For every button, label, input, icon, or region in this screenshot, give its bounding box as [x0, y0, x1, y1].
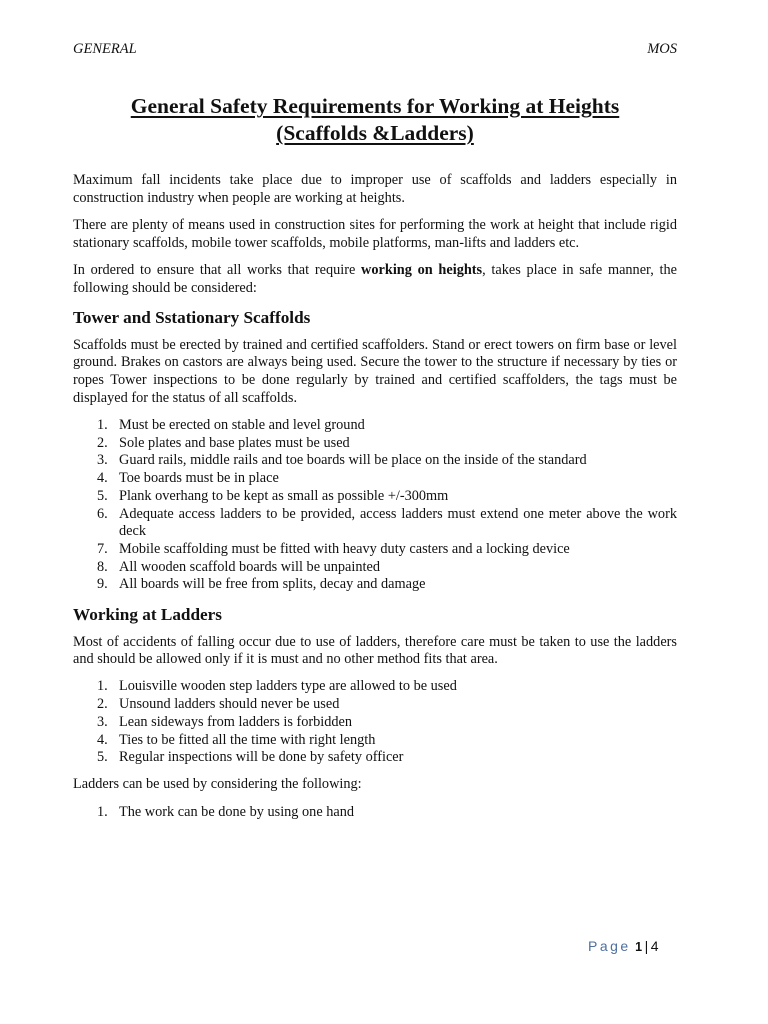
list-item-text: All wooden scaffold boards will be unpainted	[119, 558, 380, 575]
ladders-list	[73, 678, 677, 767]
list-item	[73, 732, 677, 750]
section-heading-scaffolds: Tower and Sstationary Scaffolds	[73, 307, 311, 327]
title-line-1: General Safety Requirements for Working at Heights	[130, 94, 620, 118]
list-item-text: Unsound ladders should never be used	[119, 696, 340, 713]
intro-paragraph-3: In ordered to ensure that all works that require working on heights, takes place in safe manner, the following should be considered:	[73, 261, 678, 296]
list-item-number: 5.	[97, 487, 108, 504]
page-number: 1	[635, 940, 643, 954]
page-total: 4	[650, 938, 659, 954]
list-item	[73, 452, 677, 470]
list-item	[73, 435, 677, 453]
section-heading-ladders: Working at Ladders	[73, 604, 222, 624]
header-left: GENERAL	[73, 41, 137, 57]
list-item	[73, 417, 677, 435]
list-item-text: Ties to be fitted all the time with right length	[119, 731, 376, 748]
list-item-number: 4.	[97, 470, 108, 487]
document-title	[73, 93, 677, 147]
intro-paragraph-1: Maximum fall incidents take place due to improper use of scaffolds and ladders especially in construction industry when people are working at heights.	[73, 172, 677, 206]
scaffolds-paragraph: Scaffolds must be erected by trained and certified scaffolders. Stand or erect towers on firm base or level ground. Brakes on castors are always being used. Secure the tower to the structure if necessary by ties or ropes Tower inspections to be done regularly by trained and certified scaffolders, the tags must be displayed for the status of all scaffolds.	[73, 336, 677, 406]
list-item-number: 2.	[97, 434, 108, 451]
list-item	[73, 804, 677, 822]
page-label: Page	[588, 938, 631, 954]
list-item-number: 1.	[97, 417, 108, 434]
list-item-text: Louisville wooden step ladders type are allowed to be used	[119, 678, 457, 695]
list-item-text: Toe boards must be in place	[119, 470, 279, 487]
list-item	[73, 470, 677, 488]
list-item-number: 3.	[97, 452, 108, 469]
list-item-number: 8.	[97, 558, 108, 575]
header-right: MOS	[647, 41, 677, 57]
list-item	[73, 696, 677, 714]
document-page	[73, 0, 677, 1024]
page-separator: |	[644, 938, 649, 954]
list-item-number: 2.	[97, 696, 108, 713]
intro-paragraph-2: There are plenty of means used in construction sites for performing the work at height that include rigid stationary scaffolds, mobile tower scaffolds, mobile platforms, man-lifts and ladders etc.	[73, 216, 677, 251]
list-item-text: Adequate access ladders to be provided, access ladders must extend one meter above the work deck	[119, 505, 677, 540]
list-item-number: 6.	[97, 505, 108, 522]
list-item-number: 7.	[97, 540, 108, 557]
list-item-text: Guard rails, middle rails and toe boards will be place on the inside of the standard	[119, 452, 587, 469]
list-item	[73, 749, 677, 767]
list-item	[73, 541, 677, 559]
list-item	[73, 559, 677, 577]
list-item-text: Must be erected on stable and level ground	[119, 417, 365, 434]
document-body	[73, 172, 677, 831]
page-footer	[588, 938, 659, 954]
list-item	[73, 488, 677, 506]
list-item	[73, 576, 677, 594]
list-item-text: Lean sideways from ladders is forbidden	[119, 713, 353, 730]
list-item-number: 4.	[97, 731, 108, 748]
scaffolds-list	[73, 417, 677, 594]
list-item-text: Mobile scaffolding must be fitted with heavy duty casters and a locking device	[119, 540, 570, 557]
list-item-number: 5.	[97, 749, 108, 766]
list-item-number: 9.	[97, 576, 108, 593]
list-item-text: All boards will be free from splits, decay and damage	[119, 576, 426, 593]
list-item-text: The work can be done by using one hand	[119, 803, 355, 820]
bold-phrase: working on heights	[361, 261, 483, 278]
list-item-number: 1.	[97, 678, 108, 695]
list-item-number: 1.	[97, 803, 108, 820]
list-item-text: Regular inspections will be done by safety officer	[119, 749, 404, 766]
ladders-paragraph: Most of accidents of falling occur due to use of ladders, therefore care must be taken to use the ladders and should be allowed only if it is must and no other method fits that area.	[73, 633, 677, 668]
list-item-number: 3.	[97, 713, 108, 730]
list-item-text: Sole plates and base plates must be used	[119, 434, 350, 451]
list-item	[73, 714, 677, 732]
ladders-considerations-paragraph: Ladders can be used by considering the following:	[73, 776, 362, 793]
ladders-considerations-list	[73, 804, 677, 822]
list-item-text: Plank overhang to be kept as small as possible +/-300mm	[119, 487, 449, 504]
title-line-2: (Scaffolds &Ladders)	[276, 121, 474, 145]
list-item	[73, 506, 677, 541]
list-item	[73, 678, 677, 696]
